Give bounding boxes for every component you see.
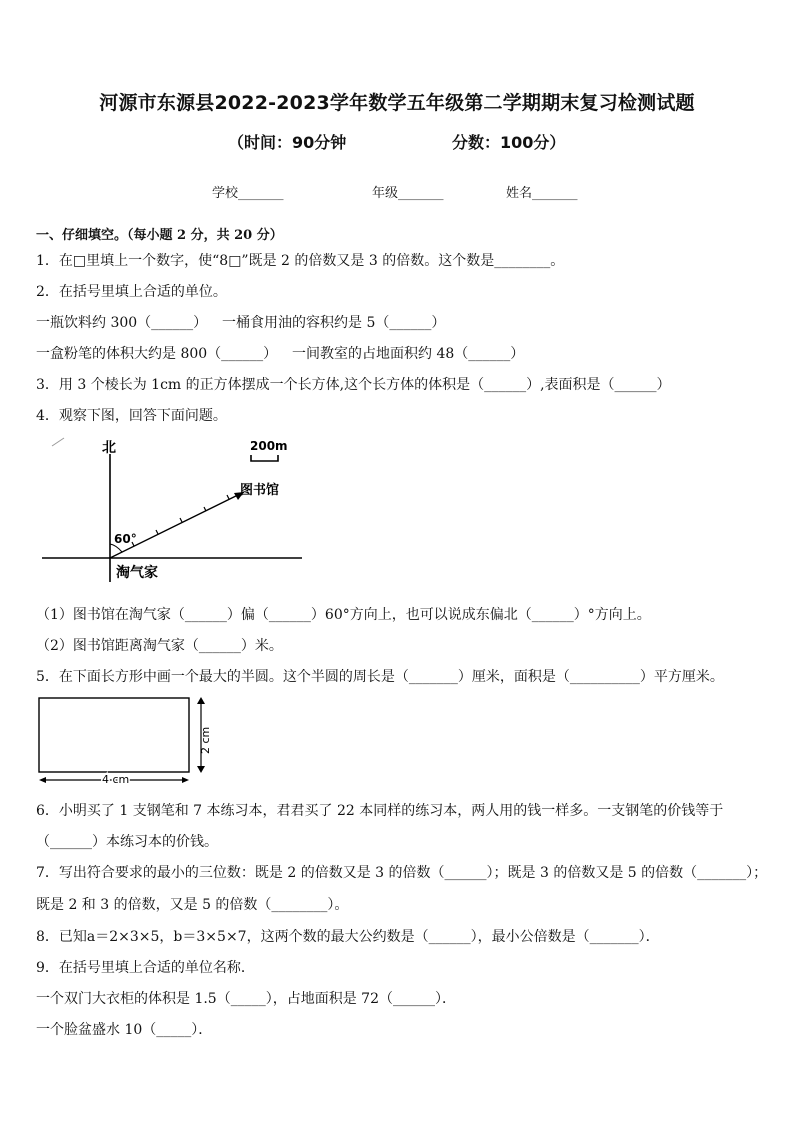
- question-7b: 既是 2 和 3 的倍数，又是 5 的倍数（________）。: [36, 897, 349, 913]
- question-4-2: （2）图书馆距离淘气家（______）米。: [36, 638, 283, 654]
- library-direction-line: [110, 492, 244, 558]
- width-label: 4 cm: [102, 773, 130, 786]
- question-6b: （______）本练习本的价钱。: [36, 834, 218, 850]
- question-9a: 一个双门大衣柜的体积是 1.5（_____），占地面积是 72（______）．: [36, 991, 456, 1007]
- height-arrow-bottom: [197, 766, 205, 773]
- north-label: 北: [102, 440, 116, 456]
- question-4-1: （1）图书馆在淘气家（______）偏（______）60°方向上，也可以说成东偏北（______）°方向上。: [36, 607, 651, 623]
- question-9b: 一个脸盆盛水 10（_____）．: [36, 1022, 213, 1038]
- width-arrow-left: [39, 777, 46, 783]
- section-heading: 一、仔细填空。（每小题 2 分，共 20 分）: [36, 228, 283, 243]
- rectangle: [39, 698, 189, 772]
- scale-bar: [251, 455, 278, 461]
- library-label: 图书馆: [240, 483, 280, 498]
- height-arrow-top: [197, 697, 205, 704]
- question-7a: 7．写出符合要求的最小的三位数：既是 2 的倍数又是 3 的倍数（______）；既是 3 的倍数又是 5 的倍数（_______）；: [36, 865, 768, 881]
- question-8: 8．已知a＝2×3×5，b＝3×5×7，这两个数的最大公约数是（______），最小公倍数是（_______）．: [36, 929, 660, 945]
- question-6a: 6．小明买了 1 支钢笔和 7 本练习本，君君买了 22 本同样的练习本，两人用的钱一样多。一支钢笔的价钱等于: [36, 803, 724, 819]
- question-5: 5．在下面长方形中画一个最大的半圆。这个半圆的周长是（_______）厘米，面积是（__________）平方厘米。: [36, 669, 724, 685]
- rectangle-figure: [36, 694, 216, 786]
- home-label: 淘气家: [116, 565, 158, 581]
- tiny-mark: [52, 438, 64, 446]
- question-2b: 一桶食用油的容积约是 5（______）: [222, 315, 446, 331]
- page-title: 河源市东源县2022-2023学年数学五年级第二学期期末复习检测试题: [99, 92, 695, 114]
- grade-field: 年级_______: [372, 186, 444, 201]
- width-arrow-right: [182, 777, 189, 783]
- question-3: 3．用 3 个棱长为 1cm 的正方体摆成一个长方体,这个长方体的体积是（______）,表面积是（______）: [36, 377, 671, 393]
- question-2c: 一盒粉笔的体积大约是 800（______）: [36, 346, 278, 362]
- exam-time: （时间：90分钟: [228, 133, 347, 152]
- question-2d: 一间教室的占地面积约 48（______）: [292, 346, 525, 362]
- angle-label: 60°: [114, 532, 137, 546]
- question-1: 1．在□里填上一个数字，使“8□”既是 2 的倍数又是 3 的倍数。这个数是________。: [36, 253, 565, 269]
- exam-score: 分数：100分）: [452, 133, 566, 152]
- name-field: 姓名_______: [506, 186, 578, 201]
- direction-map-figure: [36, 430, 306, 590]
- school-field: 学校_______: [212, 186, 284, 201]
- question-9: 9．在括号里填上合适的单位名称．: [36, 960, 255, 976]
- scale-label: 200m: [250, 439, 288, 453]
- question-2a: 一瓶饮料约 300（______）: [36, 315, 208, 331]
- scale-ticks: [132, 495, 229, 546]
- height-label: 2 cm: [199, 726, 212, 754]
- question-4: 4．观察下图，回答下面问题。: [36, 408, 227, 424]
- question-2: 2．在括号里填上合适的单位。: [36, 284, 227, 300]
